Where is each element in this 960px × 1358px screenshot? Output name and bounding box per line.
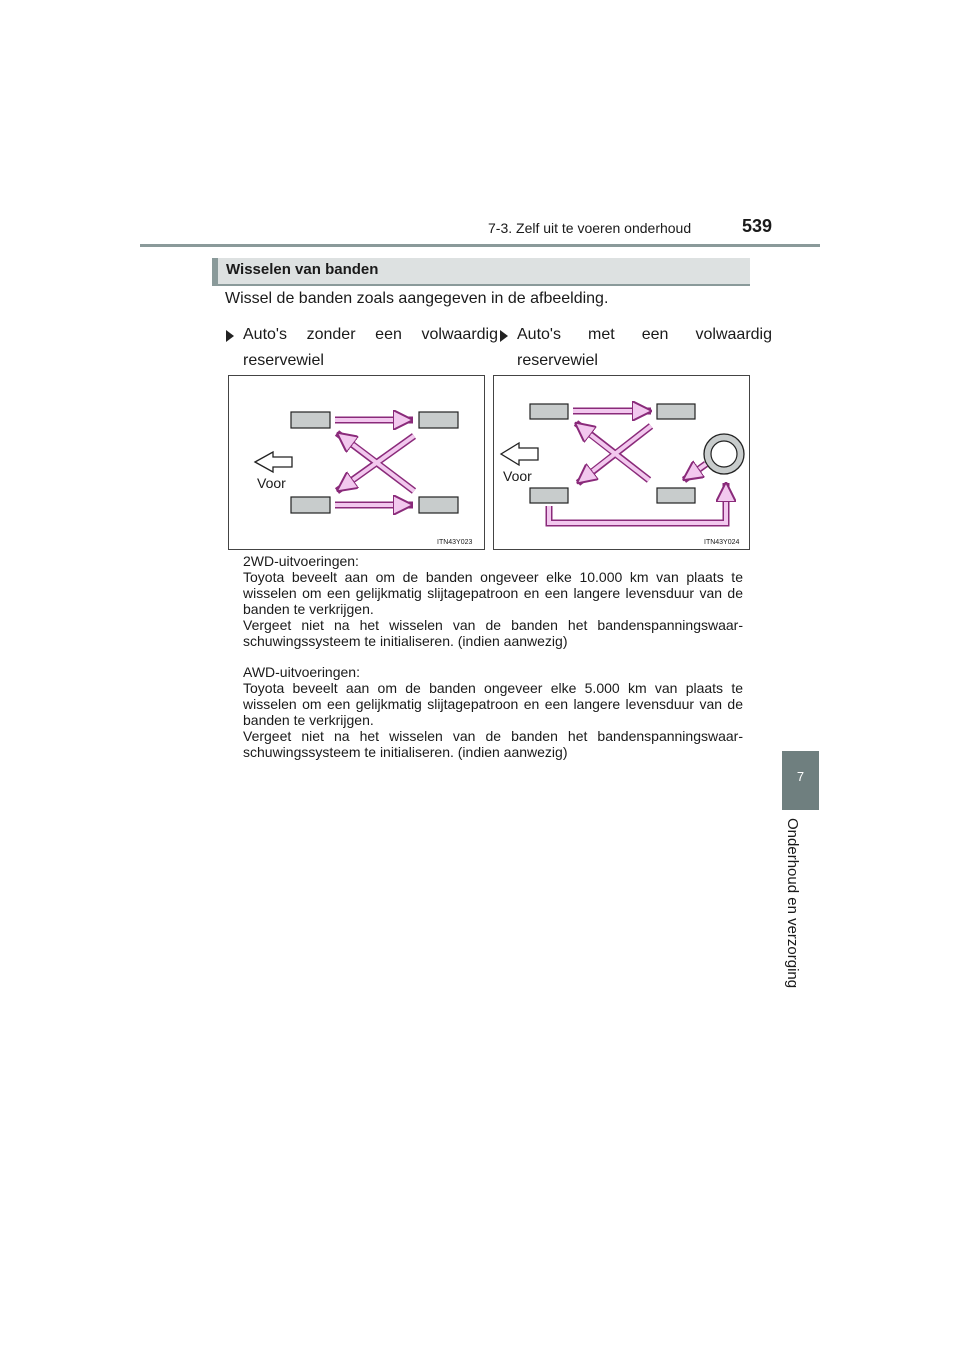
- tire-rotation-diagram-with-spare: [493, 375, 750, 550]
- figure-left-heading-line1: Auto's zonder een volwaardig: [243, 326, 498, 343]
- page-number: 539: [742, 216, 773, 236]
- figure-right-heading-line2: reservewiel: [517, 352, 598, 369]
- figure-right-heading-line1: Auto's met een volwaardig: [517, 326, 772, 343]
- front-direction-arrow-icon: [501, 443, 538, 465]
- twd-maintenance-block: [243, 553, 743, 649]
- front-right-tire: [291, 497, 330, 513]
- header-section-title: 7-3. Zelf uit te voeren onderhoud: [488, 220, 692, 236]
- front-left-tire: [530, 404, 568, 419]
- spare-tire-rim: [711, 441, 737, 467]
- front-direction-arrow-icon: [255, 452, 292, 472]
- figure-left-heading-line2: reservewiel: [243, 352, 324, 369]
- front-label: Voor: [257, 475, 286, 491]
- front-right-tire: [530, 488, 568, 503]
- tire-rotation-svg-left: [229, 376, 484, 549]
- header-divider: [140, 244, 820, 247]
- awd-maintenance-block: [243, 664, 743, 760]
- front-left-tire: [291, 412, 330, 428]
- front-label: Voor: [503, 468, 532, 484]
- rotation-arrow-spare-to-rear: [686, 464, 706, 478]
- figure-code: ITN43Y024: [704, 539, 740, 546]
- chapter-tab: 7: [782, 751, 819, 810]
- tire-rotation-svg-right: [494, 376, 749, 549]
- rear-right-tire: [657, 488, 695, 503]
- triangle-bullet-icon: [500, 330, 508, 342]
- rear-left-tire: [419, 412, 458, 428]
- chapter-title: Onderhoud en verzorging: [784, 818, 801, 989]
- section-heading-bar: [212, 258, 750, 286]
- twd-paragraph-2: Vergeet niet na het wisselen van de banden het bandenspanningswaar-schuwingssysteem te initialiseren. (indien aanwezig): [243, 617, 743, 649]
- rear-right-tire: [419, 497, 458, 513]
- awd-paragraph-2: Vergeet niet na het wisselen van de banden het bandenspanningswaar-schuwingssysteem te initialiseren. (indien aanwezig): [243, 728, 743, 760]
- section-title: Wisselen van banden: [226, 261, 379, 278]
- figure-left-heading: [226, 322, 498, 374]
- tire-rotation-diagram-no-spare: [228, 375, 485, 550]
- rotation-arrow-front-to-spare: [549, 486, 726, 523]
- twd-heading: 2WD-uitvoeringen:: [243, 553, 359, 569]
- twd-paragraph-1: Toyota beveelt aan om de banden ongeveer elke 10.000 km van plaats te wisselen om een gelijkmatig slijtagepatroon en een langere levensduur van de banden te verkrijgen.: [243, 569, 743, 617]
- figure-code: ITN43Y023: [437, 539, 473, 546]
- awd-heading: AWD-uitvoeringen:: [243, 664, 360, 680]
- section-heading-accent: [212, 258, 218, 284]
- rear-left-tire: [657, 404, 695, 419]
- intro-text: Wissel de banden zoals aangegeven in de afbeelding.: [225, 290, 609, 307]
- figure-right-heading: [500, 322, 772, 374]
- awd-paragraph-1: Toyota beveelt aan om de banden ongeveer elke 5.000 km van plaats te wisselen om een gelijkmatig slijtagepatroon en een langere levensduur van de banden te verkrijgen.: [243, 680, 743, 728]
- triangle-bullet-icon: [226, 330, 234, 342]
